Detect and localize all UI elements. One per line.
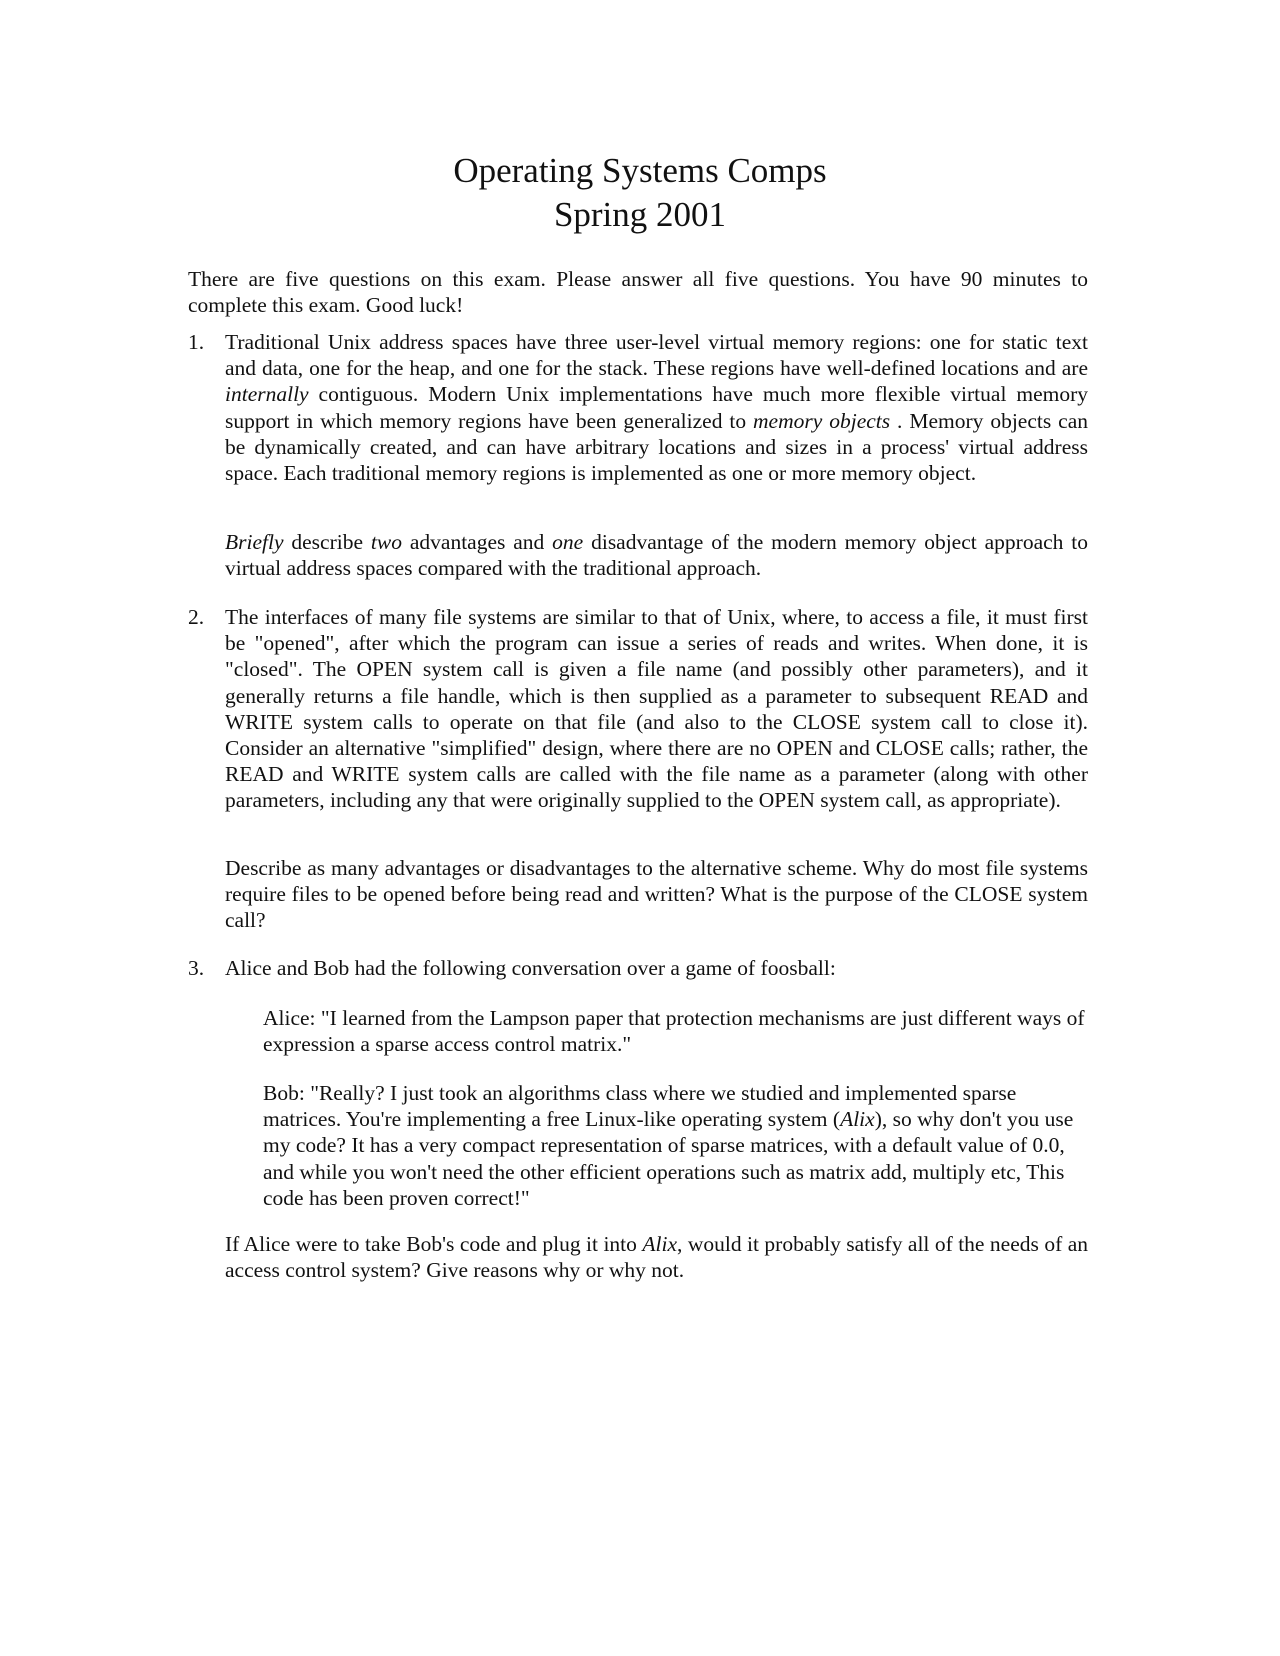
emphasis-text: Briefly — [225, 530, 284, 554]
emphasis-text: Alix — [840, 1107, 875, 1132]
question-1-paragraph-1: Traditional Unix address spaces have three user-level virtual memory regions: one for static text and data, one for the heap, and one for the stack. These regions have well-defined locations and are internally contiguous. Modern Unix implementations have much more flexible virtual memory support in which memory regions have been generalized to memory objects . Memory objects can be dynamically created, and can have arbitrary locations and sizes in a process' virtual address space. Each traditional memory regions is implemented as one or more memory object. — [225, 330, 1088, 486]
question-3-number: 3. — [188, 956, 205, 980]
question-1-number: 1. — [188, 330, 205, 354]
emphasis-text: internally — [225, 382, 309, 407]
exam-instructions: There are five questions on this exam. Please answer all five questions. You have 90 minutes to complete this exam. Good luck! — [188, 267, 1088, 318]
question-3-paragraph-1: Alice and Bob had the following conversation over a game of foosball: — [225, 956, 836, 980]
page-title: Operating Systems Comps — [453, 151, 827, 190]
question-3-paragraph-2: If Alice were to take Bob's code and plug it into Alix, would it probably satisfy all of the needs of an access control system? Give reasons why or why not. — [225, 1232, 1089, 1283]
bob-quote: Bob: "Really? I just took an algorithms class where we studied and implemented sparse matrices. You're implementing a free Linux-like operating system (Alix), so why don't you use my code? It has a very compact representation of sparse matrices, with a default value of 0.0, and while you won't need the other efficient operations such as matrix add, multiply etc, This code has been proven correct!" — [263, 1081, 1074, 1210]
question-2-paragraph-2: Describe as many advantages or disadvantages to the alternative scheme. Why do most file systems require files to be opened before being read and written? What is the purpose of the CLOSE system call? — [225, 856, 1088, 933]
question-1-paragraph-2: Briefly describe two advantages and one disadvantage of the modern memory object approach to virtual address spaces compared with the traditional approach. — [225, 530, 1088, 581]
question-2-number: 2. — [188, 605, 205, 629]
emphasis-text: memory objects — [753, 408, 891, 433]
emphasis-text: one — [552, 530, 584, 554]
question-2-paragraph-1: The interfaces of many file systems are similar to that of Unix, where, to access a file, it must first be "opened", after which the program can issue a series of reads and writes. When done, it is "closed". The OPEN system call is given a file name (and possibly other parameters), and it generally returns a file handle, which is then supplied as a parameter to subsequent READ and WRITE system calls to operate on that file (and also to the CLOSE system call to close it). Consider an alternative "simplified" design, where there are no OPEN and CLOSE calls; rather, the READ and WRITE system calls are called with the file name as a parameter (along with other parameters, including any that were originally supplied to the OPEN system call, as appropriate). — [225, 605, 1088, 813]
page-subtitle: Spring 2001 — [553, 195, 727, 234]
emphasis-text: two — [370, 530, 402, 554]
emphasis-text: Alix — [642, 1232, 677, 1256]
alice-quote: Alice: "I learned from the Lampson paper that protection mechanisms are just different ways of expression a sparse access control matrix." — [263, 1006, 1085, 1057]
